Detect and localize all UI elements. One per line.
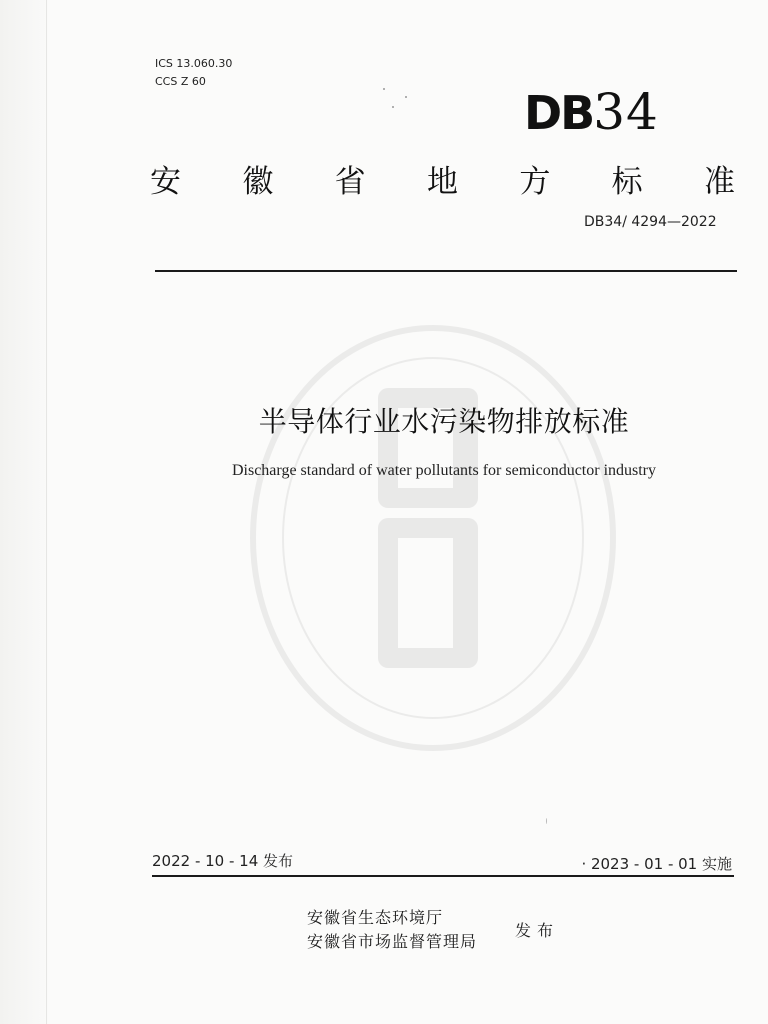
- document-title-english: Discharge standard of water pollutants for semiconductor industry: [231, 462, 657, 479]
- scan-left-shadow: [0, 0, 48, 1024]
- standard-type-char: 地: [426, 164, 458, 200]
- implementation-date: · 2023 - 01 - 01 实施: [581, 855, 732, 873]
- standard-type: [150, 156, 735, 201]
- db-logo-number: 34: [593, 83, 659, 141]
- issuer-market-admin: 安徽省市场监督管理局: [307, 932, 478, 951]
- issue-date: 2022 - 10 - 14 发布: [152, 852, 294, 870]
- ccs-code: CCS Z 60: [155, 75, 206, 88]
- standard-type-char: 准: [703, 164, 735, 200]
- scan-speck: [383, 88, 385, 90]
- document-title-chinese: 半导体行业水污染物排放标准: [258, 405, 630, 438]
- standard-type-char: 徽: [242, 164, 274, 200]
- scan-speck: [405, 96, 407, 98]
- issuer-ecology-dept: 安徽省生态环境厅: [307, 908, 444, 927]
- standard-type-char: 标: [611, 164, 643, 200]
- scan-speck: [546, 818, 547, 824]
- top-divider: [155, 270, 737, 272]
- ics-code: ICS 13.060.30: [155, 57, 233, 70]
- watermark-seal: [238, 318, 628, 758]
- classification-codes: [155, 55, 232, 91]
- standard-type-char: 方: [519, 164, 551, 200]
- scan-fold-line: [46, 0, 47, 1024]
- issuing-authorities: [307, 906, 477, 954]
- standard-type-char: 安: [150, 164, 181, 200]
- publish-label: 发布: [515, 921, 560, 940]
- db-logo-letters: DB: [524, 86, 594, 140]
- standard-number: DB34/ 4294—2022: [584, 214, 717, 230]
- scan-speck: [392, 106, 394, 108]
- db34-logo: [524, 84, 659, 141]
- standard-type-char: 省: [334, 164, 366, 200]
- bottom-divider: [152, 875, 734, 877]
